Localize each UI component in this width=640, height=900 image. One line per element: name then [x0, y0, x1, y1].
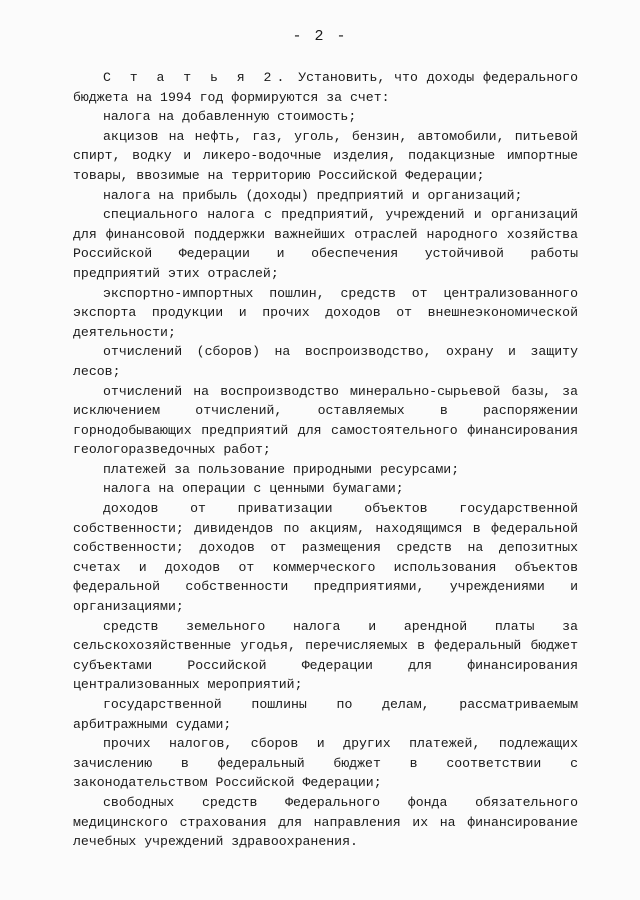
- revenue-item: специального налога с предприятий, учреждений и организаций для финансовой поддержки важнейших отраслей народного хозяйства Российской Федерации и обеспечения устойчивой работы предприятий этих отраслей;: [73, 207, 578, 281]
- revenue-item: экспортно-импортных пошлин, средств от централизованного экспорта продукции и прочих доходов от внешнеэкономической деятельности;: [73, 285, 578, 340]
- revenue-item: прочих налогов, сборов и других платежей, подлежащих зачислению в федеральный бюджет в соответствии с законодательством Российской Федерации;: [73, 736, 578, 791]
- revenue-item: отчислений на воспроизводство минерально-сырьевой базы, за исключением отчислений, оставляемых в распоряжении горнодобывающих предприятий для самостоятельного финансирования геологоразведочных работ;: [73, 383, 578, 458]
- revenue-item: налога на операции с ценными бумагами;: [103, 481, 404, 497]
- revenue-item: доходов от приватизации объектов государственной собственности; дивидендов по акциям, находящимся в федеральной собственности; доходов от размещения средств на депозитных счетах и доходов от коммерческого использования объектов федеральной собственности предприятиями, учреждениями и организациями;: [73, 501, 578, 615]
- page-number: - 2 -: [292, 28, 348, 45]
- revenue-item: платежей за пользование природными ресурсами;: [103, 461, 460, 477]
- revenue-item: государственной пошлины по делам, рассматриваемым арбитражными судами;: [73, 697, 578, 732]
- revenue-item: свободных средств Федерального фонда обязательного медицинского страхования для направления их на финансирование лечебных учреждений здравоохранения.: [73, 794, 578, 850]
- article-body: [73, 68, 578, 852]
- revenue-item: отчислений (сборов) на воспроизводство, охрану и защиту лесов;: [73, 344, 578, 379]
- article-lead: Установить, что доходы федерального бюджета на 1994 год формируются за счет:: [73, 70, 578, 105]
- article-intro: [73, 68, 578, 107]
- revenue-item: налога на добавленную стоимость;: [103, 109, 357, 125]
- revenue-item: средств земельного налога и арендной платы за сельскохозяйственные угодья, перечисляемых в федеральный бюджет субъектами Российской Федерации для финансирования централизованных мероприятий;: [73, 618, 578, 693]
- revenue-item: налога на прибыль (доходы) предприятий и организаций;: [103, 187, 523, 203]
- article-label: С т а т ь я 2.: [103, 70, 290, 85]
- revenue-item: акцизов на нефть, газ, уголь, бензин, автомобили, питьевой спирт, водку и ликеро-водочные изделия, подакцизные импортные товары, ввозимые на территорию Российской Федерации;: [73, 128, 578, 183]
